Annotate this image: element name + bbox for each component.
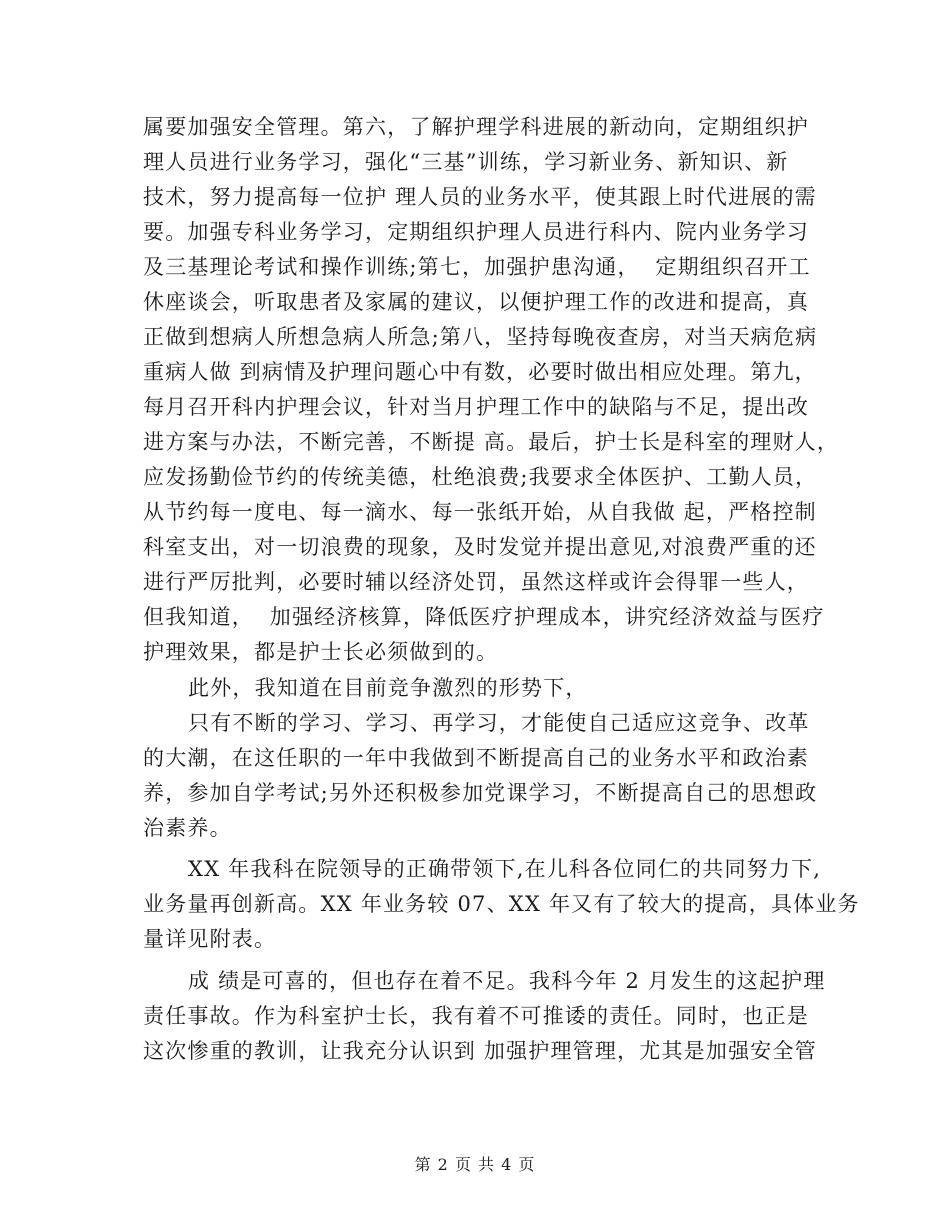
text-line: 进方案与办法，不断完善，不断提 高。最后，护士长是科室的理财人， xyxy=(143,430,840,454)
text-line: 重病人做 到病情及护理问题心中有数，必要时做出相应处理。第九， xyxy=(143,360,817,384)
paragraph-start-line: 只有不断的学习、学习、再学习，才能使自己适应这竞争、改革 xyxy=(188,711,810,735)
text-line: 属要加强安全管理。第六，了解护理学科进展的新动向，定期组织护 xyxy=(143,115,809,139)
paragraph-start-line: 成 绩是可喜的，但也存在着不足。我科今年 2 月发生的这起护理 xyxy=(188,969,826,993)
text-line: 养，参加自学考试;另外还积极参加党课学习，不断提高自己的思想政 xyxy=(143,781,818,805)
text-line: 及三基理论考试和操作训练;第七，加强护患沟通， 定期组织召开工 xyxy=(143,255,811,279)
text-line: 的大潮，在这任职的一年中我做到不断提高自己的业务水平和政治素 xyxy=(143,746,809,770)
text-line: 从节约每一度电、每一滴水、每一张纸开始，从自我做 起，严格控制 xyxy=(143,500,817,524)
text-line: 进行严厉批判，必要时辅以经济处罚，虽然这样或许会得罪一些人， xyxy=(143,570,809,594)
text-line: 休座谈会，听取患者及家属的建议，以便护理工作的改进和提高，真 xyxy=(143,290,809,314)
paragraph-start-line: 此外，我知道在目前竞争激烈的形势下， xyxy=(188,676,588,700)
text-line: 这次惨重的教训，让我充分认识到 加强护理管理，尤其是加强安全管 xyxy=(143,1039,817,1063)
text-line: 责任事故。作为科室护士长，我有着不可推诿的责任。同时，也正是 xyxy=(143,1004,809,1028)
text-line: 业务量再创新高。XX 年业务较 07、XX 年又有了较大的提高，具体业务 xyxy=(143,892,860,916)
paragraph-start-line: XX 年我科在院领导的正确带领下,在儿科各位同仁的共同努力下, xyxy=(188,857,822,881)
text-line: 要。加强专科业务学习，定期组织护理人员进行科内、院内业务学习 xyxy=(143,220,809,244)
page-number-footer: 第 2 页 共 4 页 xyxy=(414,1155,536,1174)
text-line: 正做到想病人所想急病人所急;第八，坚持每晚夜查房，对当天病危病 xyxy=(143,325,818,349)
text-line: 理人员进行业务学习，强化“三基”训练，学习新业务、新知识、新 xyxy=(143,150,789,174)
text-line: 治素养。 xyxy=(143,816,232,840)
text-line: 护理效果，都是护士长必须做到的。 xyxy=(143,640,499,664)
text-line: 但我知道， 加强经济核算，降低医疗护理成本，讲究经济效益与医疗 xyxy=(143,605,825,629)
text-line: 每月召开科内护理会议，针对当月护理工作中的缺陷与不足，提出改 xyxy=(143,395,809,419)
text-line: 应发扬勤俭节约的传统美德，杜绝浪费;我要求全体医护、工勤人员， xyxy=(143,465,818,489)
text-line: 技术，努力提高每一位护 理人员的业务水平，使其跟上时代进展的需 xyxy=(143,185,817,209)
text-line: 科室支出，对一切浪费的现象，及时发觉并提出意见,对浪费严重的还 xyxy=(143,535,817,559)
text-line: 量详见附表。 xyxy=(143,927,277,951)
